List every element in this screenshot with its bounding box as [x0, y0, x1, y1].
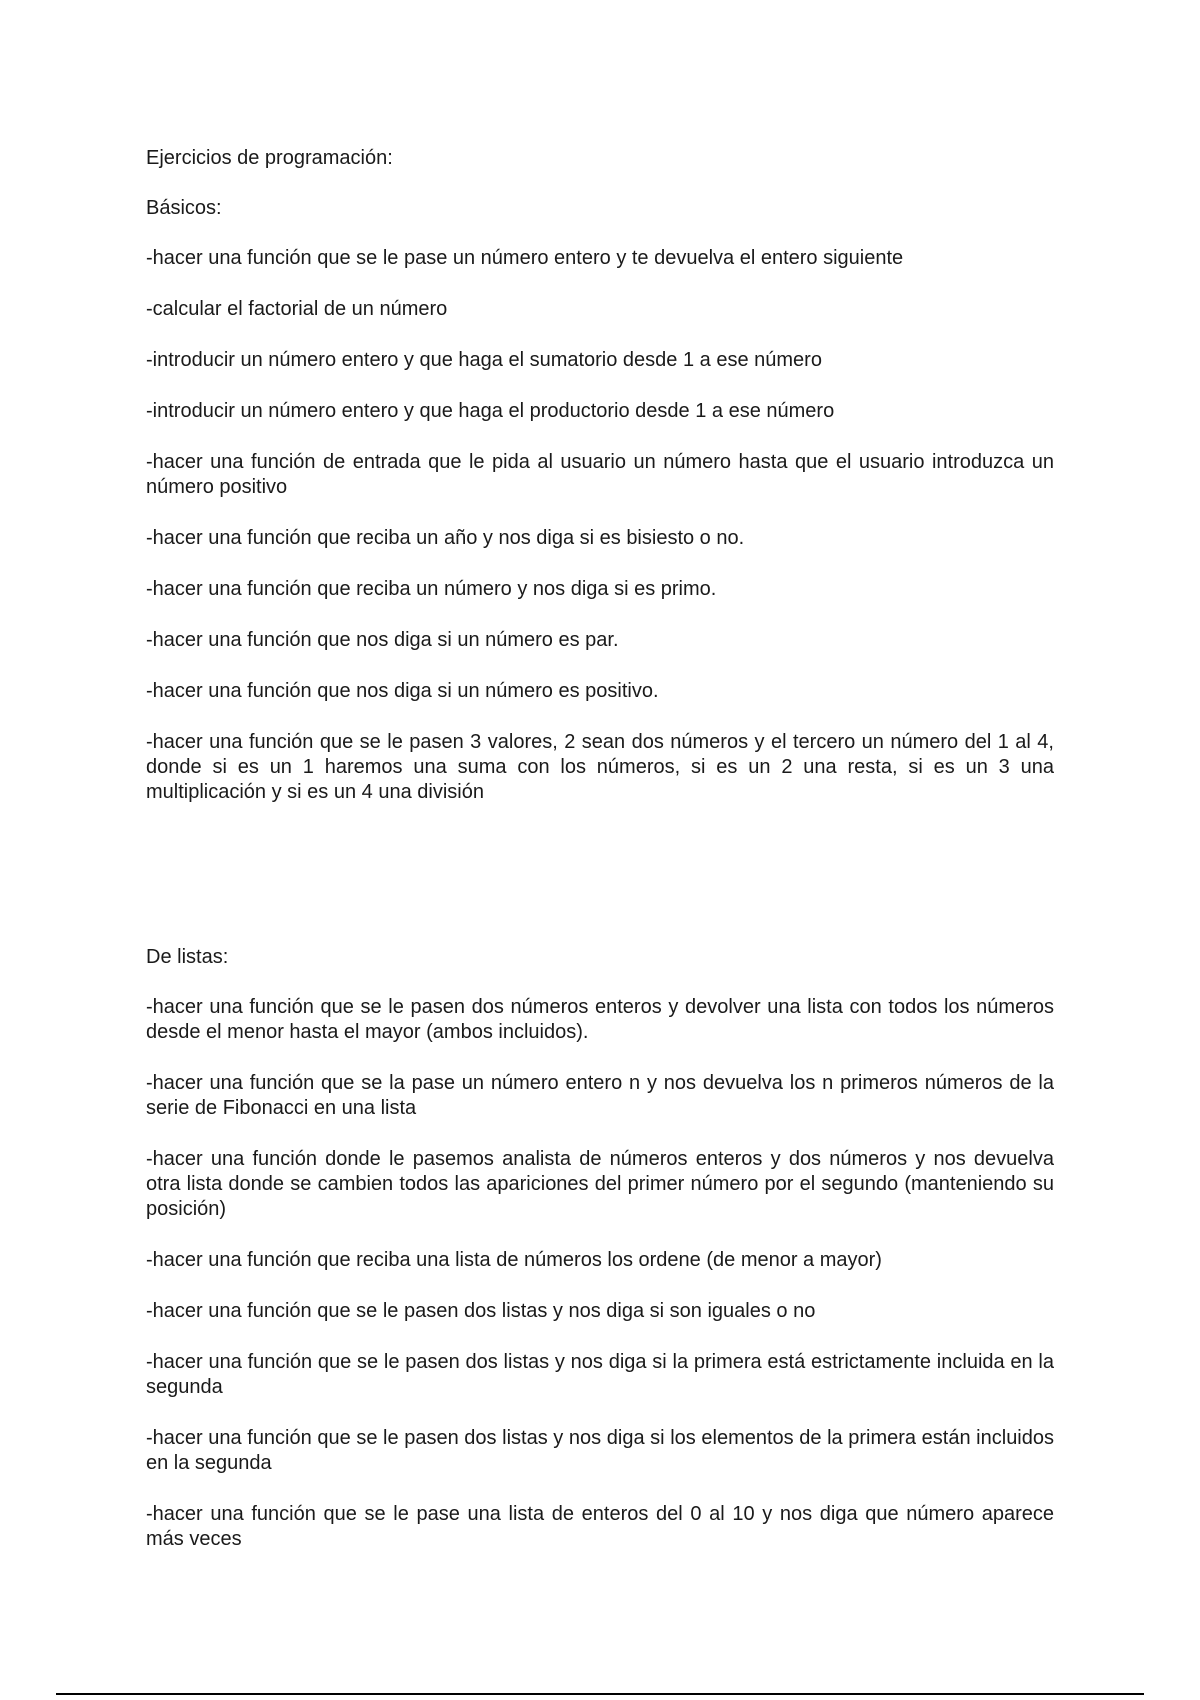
exercise-item: -hacer una función de entrada que le pida al usuario un número hasta que el usuario introduzca un número positivo [146, 451, 1054, 498]
exercise-item: -hacer una función que reciba un número y nos diga si es primo. [146, 578, 717, 600]
exercise-item: -hacer una función que se le pasen dos listas y nos diga si la primera está estrictamente incluida en la segunda [146, 1351, 1054, 1398]
bottom-divider [56, 1693, 1144, 1695]
exercise-item: -hacer una función que se la pase un número entero n y nos devuelva los n primeros números de la serie de Fibonacci en una lista [146, 1072, 1054, 1119]
exercise-item: -hacer una función que se le pasen 3 valores, 2 sean dos números y el tercero un número del 1 al 4, donde si es un 1 haremos una suma con los números, si es un 2 una resta, si es un 3 una multiplicación y si es un 4 una división [146, 731, 1054, 803]
exercise-item: -hacer una función que nos diga si un número es positivo. [146, 680, 659, 702]
exercise-item: -hacer una función donde le pasemos analista de números enteros y dos números y nos devuelva otra lista donde se cambien todos las apariciones del primer número por el segundo (manteniendo su posición) [146, 1148, 1054, 1220]
exercise-item: -hacer una función que se le pasen dos listas y nos diga si son iguales o no [146, 1300, 816, 1322]
exercise-item: -introducir un número entero y que haga el sumatorio desde 1 a ese número [146, 349, 822, 371]
exercise-item: -calcular el factorial de un número [146, 298, 448, 320]
exercise-item: -hacer una función que se le pase un número entero y te devuelva el entero siguiente [146, 247, 904, 269]
document-title: Ejercicios de programación: [146, 147, 393, 169]
exercise-item: -hacer una función que se le pasen dos números enteros y devolver una lista con todos los números desde el menor hasta el mayor (ambos incluidos). [146, 996, 1054, 1043]
section-spacer [146, 831, 1054, 945]
exercise-item: -hacer una función que nos diga si un número es par. [146, 629, 619, 651]
exercise-item: -hacer una función que reciba una lista de números los ordene (de menor a mayor) [146, 1249, 882, 1271]
section-heading-de-listas: De listas: [146, 946, 229, 968]
exercise-item: -hacer una función que reciba un año y nos diga si es bisiesto o no. [146, 527, 745, 549]
section-heading-basicos: Básicos: [146, 197, 222, 219]
exercise-item: -hacer una función que se le pase una lista de enteros del 0 al 10 y nos diga que número aparece más veces [146, 1503, 1054, 1550]
exercise-item: -introducir un número entero y que haga el productorio desde 1 a ese número [146, 400, 835, 422]
document-page [146, 146, 1054, 1578]
exercise-item: -hacer una función que se le pasen dos listas y nos diga si los elementos de la primera están incluidos en la segunda [146, 1427, 1054, 1474]
